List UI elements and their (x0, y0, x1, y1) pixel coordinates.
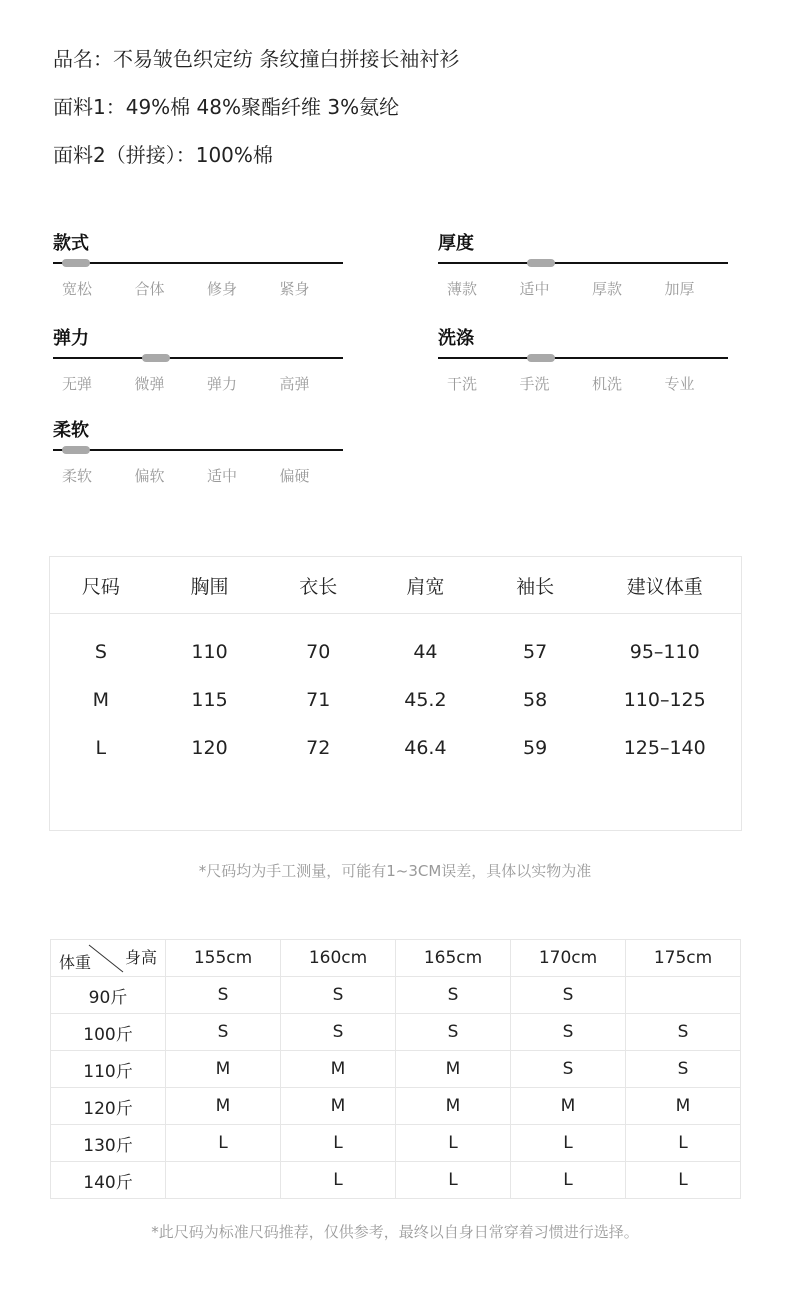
table-cell: L (95, 737, 107, 759)
attribute-option: 厚款 (592, 280, 623, 298)
size-cell: S (626, 1051, 741, 1088)
table-cell: 45.2 (404, 689, 447, 711)
attribute-track (53, 444, 343, 456)
size-cell: S (396, 977, 511, 1014)
table-row (50, 628, 741, 676)
attribute-marker (142, 354, 170, 362)
attribute-option: 高弹 (279, 375, 310, 393)
weight-cell: 100斤 (51, 1014, 166, 1051)
height-header: 160cm (281, 940, 396, 977)
size-cell: S (396, 1014, 511, 1051)
attribute-track (438, 352, 728, 364)
attribute-title: 弹力 (53, 328, 89, 349)
size-cell: S (626, 1014, 741, 1051)
size-cell: S (281, 977, 396, 1014)
attribute-scale (53, 326, 343, 394)
size-cell: L (281, 1162, 396, 1199)
size-cell: M (511, 1088, 626, 1125)
corner-cell (51, 940, 166, 977)
table-row (51, 1162, 741, 1199)
attribute-option: 紧身 (279, 280, 310, 298)
attribute-option: 手洗 (519, 375, 550, 393)
table-row (50, 724, 741, 772)
table-row (51, 1051, 741, 1088)
attribute-option: 专业 (664, 375, 695, 393)
attribute-option: 柔软 (62, 467, 93, 485)
fabric-2: 面料2（拼接）：100%棉 (53, 143, 273, 167)
attribute-option: 宽松 (62, 280, 93, 298)
attribute-option: 修身 (207, 280, 238, 298)
table-cell: M (92, 689, 110, 711)
attribute-options (53, 278, 343, 299)
attribute-option: 微弹 (134, 375, 165, 393)
corner-height-label: 身高 (124, 948, 157, 967)
table-cell: 44 (413, 641, 438, 663)
size-table-header (50, 557, 741, 614)
attribute-title: 厚度 (438, 233, 474, 254)
attribute-option: 薄款 (447, 280, 478, 298)
size-cell: M (281, 1051, 396, 1088)
size-cell: M (626, 1088, 741, 1125)
attribute-options (53, 465, 343, 486)
fabric-1: 面料1：49%棉 48%聚酯纤维 3%氨纶 (53, 95, 400, 119)
size-cell: M (166, 1051, 281, 1088)
table-cell: 46.4 (404, 737, 447, 759)
attribute-track (53, 257, 343, 269)
attribute-option: 干洗 (447, 375, 478, 393)
size-cell: S (511, 1051, 626, 1088)
attribute-scale (53, 418, 343, 486)
attribute-option: 适中 (207, 467, 238, 485)
table-cell: 71 (306, 689, 331, 711)
table-cell: 57 (523, 641, 548, 663)
attribute-option: 无弹 (62, 375, 93, 393)
table-cell: 110 (191, 641, 228, 663)
weight-cell: 120斤 (51, 1088, 166, 1125)
attribute-option: 加厚 (664, 280, 695, 298)
size-cell: L (281, 1125, 396, 1162)
attribute-track-line (53, 357, 343, 359)
weight-cell: 110斤 (51, 1051, 166, 1088)
attribute-title: 柔软 (53, 420, 89, 441)
size-cell: S (511, 1014, 626, 1051)
table-row (50, 676, 741, 724)
attribute-marker (62, 446, 90, 454)
table-row (51, 977, 741, 1014)
size-cell: L (166, 1125, 281, 1162)
corner-weight-label: 体重 (59, 953, 92, 972)
size-cell (626, 977, 741, 1014)
weight-cell: 140斤 (51, 1162, 166, 1199)
table-cell: 72 (306, 737, 331, 759)
size-cell: S (166, 977, 281, 1014)
size-table (49, 556, 742, 831)
attribute-scale (53, 231, 343, 299)
header-sleeve: 袖长 (516, 575, 555, 598)
table-cell: 95–110 (629, 641, 700, 663)
table-row (51, 1014, 741, 1051)
height-header: 165cm (396, 940, 511, 977)
size-recommend-table (50, 939, 741, 1199)
size-cell: M (281, 1088, 396, 1125)
header-shoulder: 肩宽 (406, 575, 445, 598)
size-table-note: *尺码均为手工测量，可能有1~3CM误差，具体以实物为准 (198, 862, 592, 880)
table-cell: 70 (306, 641, 331, 663)
product-name: 品名：不易皱色织定纺 条纹撞白拼接长袖衬衫 (53, 47, 460, 71)
size-cell: S (166, 1014, 281, 1051)
attribute-marker (527, 259, 555, 267)
size-cell: L (511, 1162, 626, 1199)
attribute-option: 机洗 (592, 375, 623, 393)
attribute-track-line (53, 262, 343, 264)
attribute-options (53, 373, 343, 394)
size-cell: S (511, 977, 626, 1014)
attribute-track (53, 352, 343, 364)
size-cell: L (396, 1162, 511, 1199)
height-header: 155cm (166, 940, 281, 977)
recommend-header-row (51, 940, 741, 977)
recommend-table-note: *此尺码为标准尺码推荐，仅供参考，最终以自身日常穿着习惯进行选择。 (151, 1223, 639, 1241)
size-cell: S (281, 1014, 396, 1051)
header-size: 尺码 (81, 575, 120, 598)
attribute-track (438, 257, 728, 269)
header-length: 衣长 (299, 575, 338, 598)
attribute-title: 洗涤 (438, 328, 474, 349)
table-cell: 59 (523, 737, 548, 759)
attribute-option: 偏硬 (279, 467, 310, 485)
header-chest: 胸围 (190, 575, 229, 598)
size-cell: M (166, 1088, 281, 1125)
attribute-option: 弹力 (207, 375, 238, 393)
header-weight: 建议体重 (626, 575, 703, 598)
attribute-option: 偏软 (134, 467, 165, 485)
attribute-scale (438, 326, 728, 394)
attribute-option: 适中 (519, 280, 550, 298)
table-cell: S (94, 641, 107, 663)
size-cell: L (626, 1125, 741, 1162)
attribute-marker (62, 259, 90, 267)
attribute-track-line (53, 449, 343, 451)
attribute-option: 合体 (134, 280, 165, 298)
height-header: 175cm (626, 940, 741, 977)
size-cell: M (396, 1051, 511, 1088)
table-cell: 115 (191, 689, 228, 711)
table-cell: 58 (523, 689, 548, 711)
weight-cell: 130斤 (51, 1125, 166, 1162)
size-cell: L (511, 1125, 626, 1162)
attribute-marker (527, 354, 555, 362)
size-cell (166, 1162, 281, 1199)
size-cell: L (396, 1125, 511, 1162)
size-cell: L (626, 1162, 741, 1199)
size-cell: M (396, 1088, 511, 1125)
height-header: 170cm (511, 940, 626, 977)
table-cell: 120 (191, 737, 228, 759)
table-cell: 125–140 (623, 737, 706, 759)
attribute-track-line (438, 357, 728, 359)
attribute-track-line (438, 262, 728, 264)
attribute-options (438, 278, 728, 299)
attribute-title: 款式 (53, 233, 89, 254)
attribute-scale (438, 231, 728, 299)
attribute-options (438, 373, 728, 394)
weight-cell: 90斤 (51, 977, 166, 1014)
table-row (51, 1125, 741, 1162)
table-cell: 110–125 (623, 689, 706, 711)
table-row (51, 1088, 741, 1125)
